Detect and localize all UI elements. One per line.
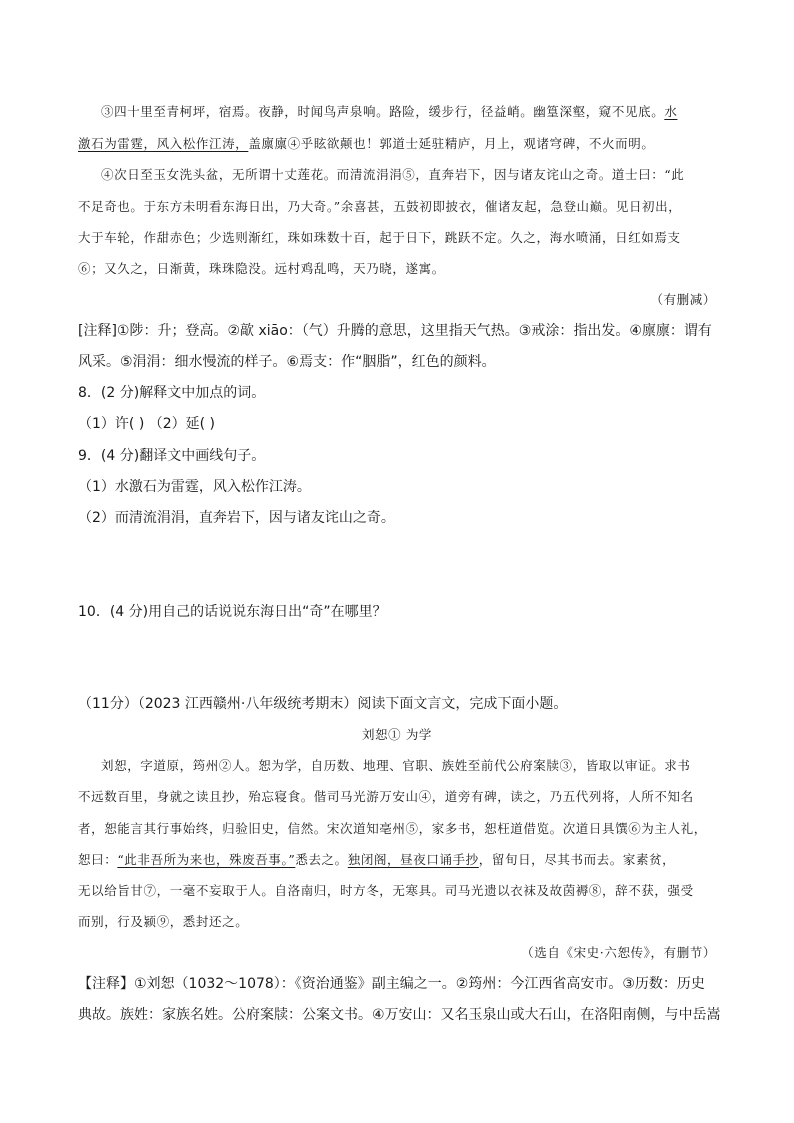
- question-10: 10．(4 分)用自己的话说说东海日出“奇”在哪里？: [78, 604, 387, 620]
- text-span: ，留旬日，尽其书而去。家素贫，: [478, 852, 676, 867]
- notes2-line2: 典故。族姓：家族名姓。公府案牍：公案文书。④万安山：又名玉泉山或大石山，在洛阳南侧，与中岳嵩: [78, 1007, 721, 1023]
- text-span: 恕曰：: [78, 852, 118, 867]
- passage2-line4: [78, 850, 675, 870]
- text-span: 悉去之。: [295, 852, 348, 867]
- passage2-line3: 者，恕能言其行事始终，归验旧史，信然。宋次道知亳州⑤，家多书，恕枉道借览。次道日具馔⑥为主人礼，: [78, 821, 707, 836]
- passage1-para4-line2: 不足奇也。于东方未明看东海日出，乃大奇。”余喜甚，五鼓初即披衣，催诸友起，急登山巅。见日初出，: [78, 199, 682, 214]
- section2-title: 刘恕① 为学: [361, 727, 433, 742]
- passage1-para4-line4: ⑥；又久之，日渐黄，珠珠隐没。远村鸡乱鸣，天乃晓，遂寓。: [78, 261, 445, 276]
- question-9: 9．(4 分)翻译文中画线句子。: [78, 448, 266, 464]
- question-9-item1: （1）水激石为雷霆，风入松作江涛。: [78, 479, 311, 495]
- notes1-line1: [注释]①陟：升；登高。②歊 xiāo：（气）升腾的意思，这里指天气热。③戒涂：指出发。④廪廪：谓有: [78, 323, 712, 339]
- underlined-sentence: 激石为雷霆，风入松作江涛，: [78, 136, 249, 151]
- question-8: 8．(2 分)解释文中加点的词。: [78, 385, 266, 401]
- underlined-sentence: 水: [664, 104, 678, 119]
- text-span: 盖廪廪④乎眩欲颠也！郭道士延驻精庐，月上，观诸穹碑，不火而明。: [248, 136, 655, 151]
- section2-intro: （11分）（2023 江西赣州·八年级统考期末）阅读下面文言文，完成下面小题。: [78, 696, 568, 712]
- passage2-line1: 刘恕，字道原，筠州②人。恕为学，自历数、地理、官职、族姓至前代公府案牍③，皆取以审证。求书: [101, 758, 691, 773]
- question-8-items: （1）许( ) （2）延( ): [78, 416, 216, 432]
- notes2-line1: 【注释】①刘恕（1032～1078）：《资治通鉴》副主编之一。②筠州：今江西省高安市。③历数：历史: [78, 976, 705, 992]
- passage1-para3-line1: [101, 102, 677, 122]
- passage2-line2: 不远数百里，身就之读且抄，殆忘寝食。偕司马光游万安山④，道旁有碑，读之，乃五代列将，人所不知名: [78, 789, 694, 804]
- text-span: ③四十里至青柯坪，宿焉。夜静，时闻鸟声泉响。路险，缓步行，径益峭。幽篁深壑，窥不见底。: [101, 104, 665, 119]
- passage1-para3-line2: [78, 134, 654, 154]
- notes1-line2: 风采。⑤涓涓：细水慢流的样子。⑥焉支：作“胭脂”，红色的颜料。: [78, 354, 496, 370]
- passage1-para4-line3: 大于车轮，作甜赤色；少选则渐红，珠如珠数十百，起于日下，跳跃不定。久之，海水喷涌，日红如焉支: [78, 230, 681, 245]
- passage2-line5: 无以给旨甘⑦，一毫不妄取于人。自洛南归，时方冬，无寒具。司马光遗以衣袜及故茵褥⑧，辞不获，强受: [78, 883, 694, 898]
- passage1-source: （有删减）: [650, 292, 716, 307]
- passage2-source: （选自《宋史·六恕传》，有删节）: [521, 945, 716, 960]
- passage1-para4-line1: ④次日至玉女洗头盆，无所谓十丈莲花。而清流涓涓⑤，直奔岩下，因与诸友诧山之奇。道士曰：“此: [101, 167, 685, 182]
- question-9-item2: （2）而清流涓涓，直奔岩下，因与诸友诧山之奇。: [78, 510, 395, 526]
- underlined-sentence: 独闭阁，昼夜口诵手抄: [347, 852, 479, 867]
- passage2-line6: 而别，行及颍⑨，悉封还之。: [78, 914, 249, 929]
- underlined-sentence: “此非吾所为来也，殊废吾事。”: [117, 852, 296, 867]
